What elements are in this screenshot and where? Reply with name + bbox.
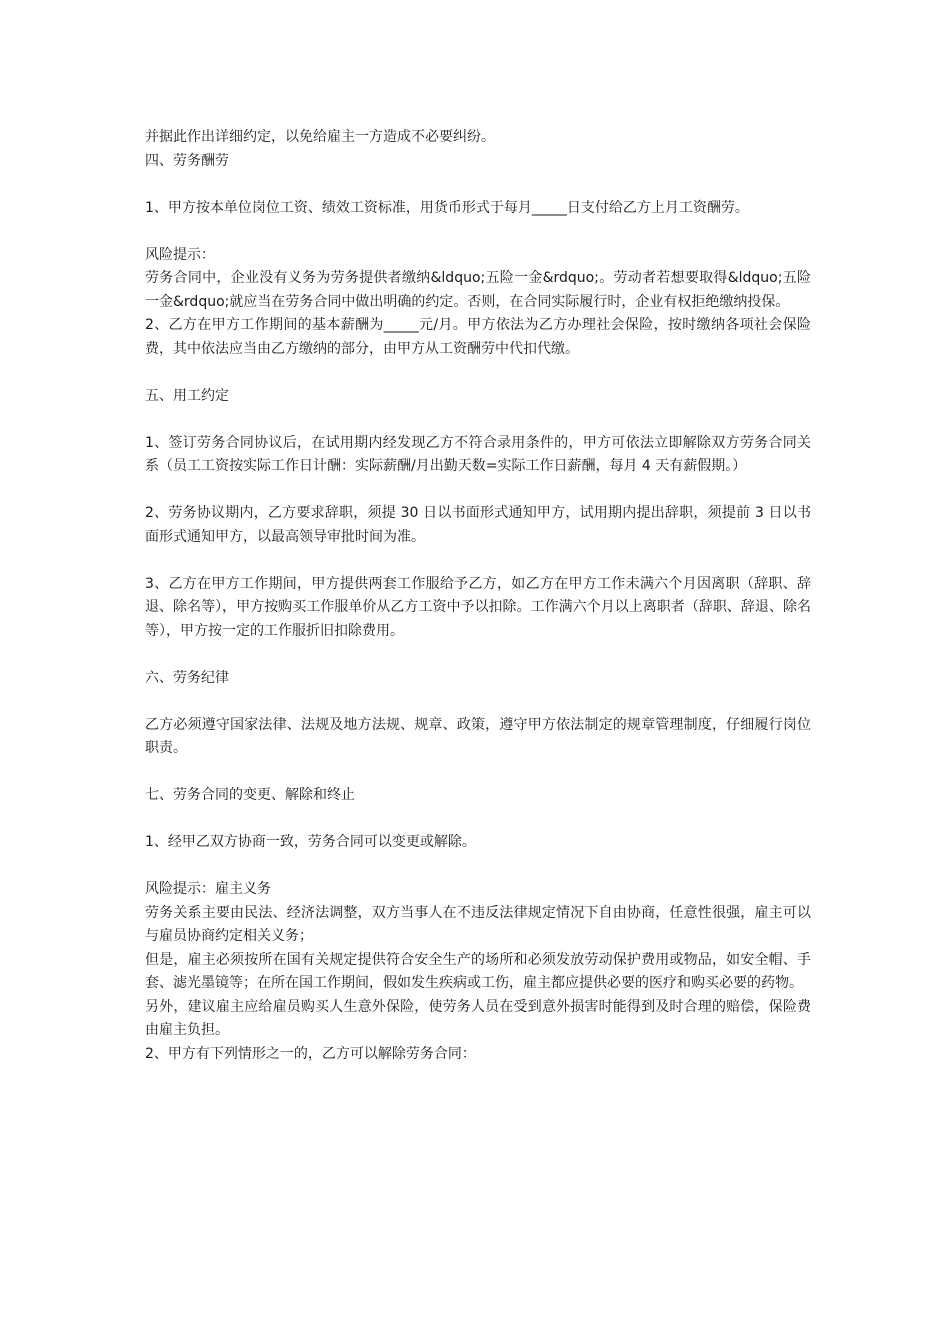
blank-line [145, 173, 811, 197]
blank-line [145, 479, 811, 503]
blank-line [145, 808, 811, 832]
paragraph-line: 3、乙方在甲方工作期间，甲方提供两套工作服给予乙方，如乙方在甲方工作未满六个月因离职（辞职、辞退、除名等），甲方按购买工作服单价从乙方工资中予以扣除。工作满六个月以上离职者（辞职、辞退、除名等），甲方按一定的工作服折旧扣除费用。 [145, 575, 811, 639]
paragraph-line: 劳务合同中，企业没有义务为劳务提供者缴纳&ldquo;五险一金&rdquo;。劳动者若想要取得&ldquo;五险一金&rdquo;就应当在劳务合同中做出明确的约定。否则，在合同实际履行时，企业有权拒绝缴纳投保。 [145, 270, 811, 310]
paragraph-line: 并据此作出详细约定，以免给雇主一方造成不必要纠纷。 [145, 129, 495, 145]
paragraph-line: 乙方必须遵守国家法律、法规及地方法规、规章、政策，遵守甲方依法制定的规章管理制度，仔细履行岗位职责。 [145, 716, 811, 756]
blank-line [145, 361, 811, 385]
paragraph-line: 2、劳务协议期内，乙方要求辞职，须提 30 日以书面形式通知甲方，试用期内提出辞职，须提前 3 日以书面形式通知甲方，以最高领导审批时间为准。 [145, 505, 811, 545]
risk-tip-heading: 风险提示：雇主义务 [145, 881, 271, 897]
paragraph-line: 1、经甲乙双方协商一致，劳务合同可以变更或解除。 [145, 834, 476, 850]
blank-line [145, 408, 811, 432]
paragraph-line: 劳务关系主要由民法、经济法调整，双方当事人在不违反法律规定情况下自由协商，任意性很强，雇主可以与雇员协商约定相关义务； [145, 904, 811, 944]
document-body [145, 126, 811, 1066]
blank-line [145, 761, 811, 785]
blank-line [145, 220, 811, 244]
section-heading: 七、劳务合同的变更、解除和终止 [145, 787, 355, 803]
blank-line [145, 855, 811, 879]
blank-line [145, 643, 811, 667]
section-heading: 六、劳务纪律 [145, 669, 229, 686]
paragraph-line: 2、乙方在甲方工作期间的基本薪酬为_____元/月。甲方依法为乙方办理社会保险，按时缴纳各项社会保险费，其中依法应当由乙方缴纳的部分，由甲方从工资酬劳中代扣代缴。 [145, 317, 811, 357]
section-heading: 四、劳务酬劳 [145, 152, 229, 169]
section-heading: 五、用工约定 [145, 387, 229, 404]
paragraph-line: 1、甲方按本单位岗位工资、绩效工资标准，用货币形式于每月_____日支付给乙方上月工资酬劳。 [145, 199, 749, 216]
blank-line [145, 549, 811, 573]
paragraph-line: 1、签订劳务合同协议后，在试用期内经发现乙方不符合录用条件的，甲方可依法立即解除双方劳务合同关系（员工工资按实际工作日计酬：实际薪酬/月出勤天数=实际工作日薪酬，每月 4 天有薪假期。） [145, 434, 811, 474]
paragraph-line: 但是，雇主必须按所在国有关规定提供符合安全生产的场所和必须发放劳动保护费用或物品，如安全帽、手套、滤光墨镜等；在所在国工作期间，假如发生疾病或工伤，雇主都应提供必要的医疗和购买必要的药物。 [145, 951, 811, 991]
risk-tip-heading: 风险提示： [145, 246, 215, 263]
blank-line [145, 690, 811, 714]
paragraph-line: 另外，建议雇主应给雇员购买人生意外保险，使劳务人员在受到意外损害时能得到及时合理的赔偿，保险费由雇主负担。 [145, 998, 811, 1038]
paragraph-line: 2、甲方有下列情形之一的，乙方可以解除劳务合同： [145, 1045, 476, 1062]
